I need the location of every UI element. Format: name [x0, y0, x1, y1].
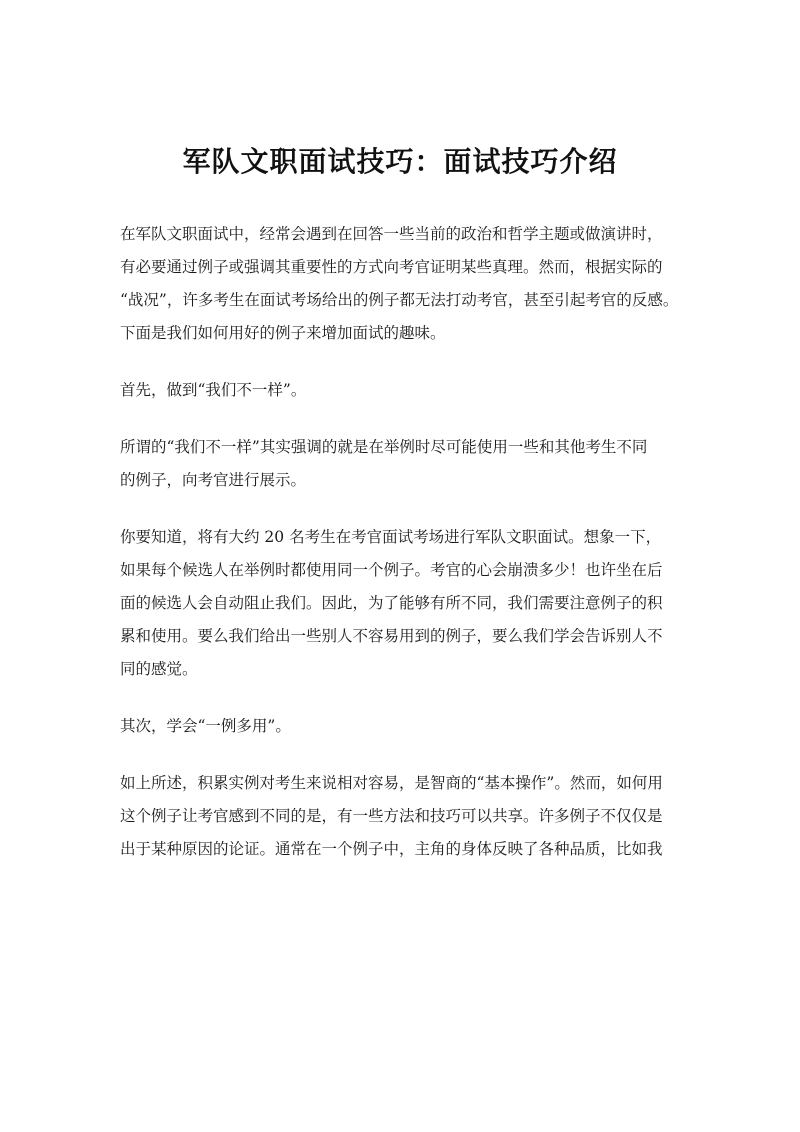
- document-title: 军队文职面试技巧：面试技巧介绍: [182, 145, 618, 178]
- paragraph-line: 你要知道，将有大约 20 名考生在考官面试考场进行军队文职面试。想象一下，: [120, 528, 662, 546]
- paragraph-line: 在军队文职面试中，经常会遇到在回答一些当前的政治和哲学主题或做演讲时，: [120, 225, 663, 243]
- paragraph-line: 累和使用。要么我们给出一些别人不容易用到的例子，要么我们学会告诉别人不: [120, 627, 663, 645]
- document-body: [120, 218, 692, 890]
- paragraph-line: 面的候选人会自动阻止我们。因此，为了能够有所不同，我们需要注意例子的积: [120, 594, 663, 612]
- paragraph-intro: [120, 218, 692, 350]
- paragraph-line: “战况”，许多考生在面试考场给出的例子都无法打动考官，甚至引起考官的反感。: [120, 291, 679, 309]
- paragraph-line: 有必要通过例子或强调其重要性的方式向考官证明某些真理。然而，根据实际的: [120, 258, 663, 276]
- paragraph-line: 出于某种原因的论证。通常在一个例子中，主角的身体反映了各种品质，比如我: [120, 840, 663, 858]
- paragraph-example-scenario: [120, 521, 692, 686]
- paragraph-line: 同的感觉。: [120, 660, 198, 678]
- paragraph-first-point: [120, 374, 692, 407]
- paragraph-line: 下面是我们如何用好的例子来增加面试的趣味。: [120, 324, 446, 342]
- paragraph-second-point: [120, 710, 692, 743]
- paragraph-line: 如果每个候选人在举例时都使用同一个例子。考官的心会崩溃多少！也许坐在后: [120, 561, 663, 579]
- paragraph-line: 的例子，向考官进行展示。: [120, 471, 307, 489]
- paragraph-line: 如上所述，积累实例对考生来说相对容易，是智商的“基本操作”。然而，如何用: [120, 774, 663, 792]
- paragraph-line: 这个例子让考官感到不同的是，有一些方法和技巧可以共享。许多例子不仅仅是: [120, 807, 663, 825]
- paragraph-line: 其次，学会“一例多用”。: [120, 717, 291, 735]
- paragraph-line: 首先，做到“我们不一样”。: [120, 381, 307, 399]
- paragraph-line: 所谓的“我们不一样”其实强调的就是在举例时尽可能使用一些和其他考生不同: [120, 438, 648, 456]
- paragraph-second-explanation: [120, 767, 692, 866]
- paragraph-first-explanation: [120, 431, 692, 497]
